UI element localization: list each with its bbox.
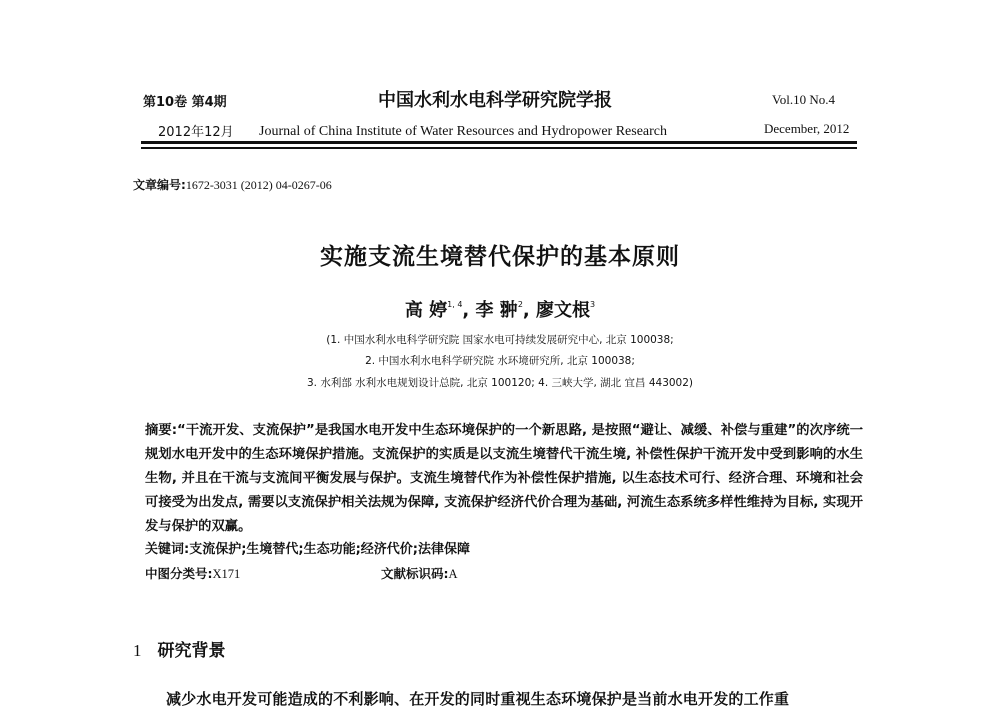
abstract bbox=[145, 419, 863, 539]
section-title: 研究背景 bbox=[157, 641, 226, 661]
body-paragraph-first-line: 减少水电开发可能造成的不利影响、在开发的同时重视生态环境保护是当前水电开发的工作重 bbox=[166, 690, 790, 708]
author-separator: , bbox=[462, 300, 476, 321]
affiliation-line: 3. 水利部 水利水电规划设计总院, 北京 100120; 4. 三峡大学, 湖北 宜昌 443002) bbox=[306, 377, 694, 389]
keywords bbox=[145, 538, 470, 557]
volume-issue-en: Vol.10 No.4 bbox=[772, 92, 835, 107]
header-rule-thick bbox=[141, 141, 857, 144]
document-code bbox=[381, 564, 458, 582]
article-number-label: 文章编号: bbox=[133, 178, 186, 192]
author-name: 高 婷 bbox=[404, 300, 448, 321]
author-affiliation-mark: 1, 4 bbox=[447, 300, 463, 309]
classification-number bbox=[145, 564, 240, 582]
abstract-text: “干流开发、支流保护”是我国水电开发中生态环境保护的一个新思路, 是按照“避让、减缓、补偿与重建”的次序统一规划水电开发中的生态环境保护措施。支流保护的实质是以支流生境替代干流生境, 补偿性保护干流开发中受到影响的水生生物, 并且在干流与支流间平衡发展与保护。支流生境替代作为补偿性保护措施, 以生态技术可行、经济合理、环境和社会可接受为出发点, 需要以支流保护相关法规为保障, 支流保护经济代价合理为基础, 河流生态系统多样性维持为目标, 实现开发与保护的双赢。 bbox=[145, 423, 864, 534]
author-affiliation-mark: 2 bbox=[517, 300, 523, 309]
date-cn: 2012年12月 bbox=[158, 125, 234, 140]
section-heading bbox=[133, 636, 226, 661]
paper-title: 实施支流生境替代保护的基本原则 bbox=[320, 244, 680, 270]
author-list bbox=[0, 296, 1000, 322]
keywords-value: 支流保护;生境替代;生态功能;经济代价;法律保障 bbox=[189, 542, 470, 557]
journal-title-en: Journal of China Institute of Water Resources and Hydropower Research bbox=[259, 124, 667, 139]
classification-label: 中图分类号: bbox=[145, 566, 213, 581]
header-rule-thin bbox=[141, 147, 857, 149]
abstract-label: 摘要: bbox=[145, 423, 178, 438]
classification-value: X171 bbox=[212, 567, 241, 581]
affiliation-line: 2. 中国水利水电科学研究院 水环境研究所, 北京 100038; bbox=[365, 355, 635, 367]
document-code-value: A bbox=[448, 567, 458, 581]
journal-title-cn: 中国水利水电科学研究院学报 bbox=[378, 90, 612, 111]
abstract-paragraph bbox=[145, 419, 863, 539]
author-name: 李 翀 bbox=[475, 300, 518, 321]
date-en: December, 2012 bbox=[764, 121, 850, 136]
author-separator: , bbox=[522, 300, 537, 321]
section-number: 1 bbox=[133, 641, 142, 660]
document-code-label: 文献标识码: bbox=[381, 566, 449, 581]
keywords-label: 关键词: bbox=[145, 542, 190, 557]
author-affiliation-mark: 3 bbox=[590, 300, 596, 309]
affiliation-line: (1. 中国水利水电科学研究院 国家水电可持续发展研究中心, 北京 100038; bbox=[326, 334, 674, 346]
article-number-value: 1672-3031 (2012) 04-0267-06 bbox=[185, 178, 332, 192]
article-number bbox=[133, 176, 332, 193]
volume-issue-cn: 第10卷 第4期 bbox=[143, 95, 227, 110]
author-name: 廖文根 bbox=[536, 300, 591, 321]
